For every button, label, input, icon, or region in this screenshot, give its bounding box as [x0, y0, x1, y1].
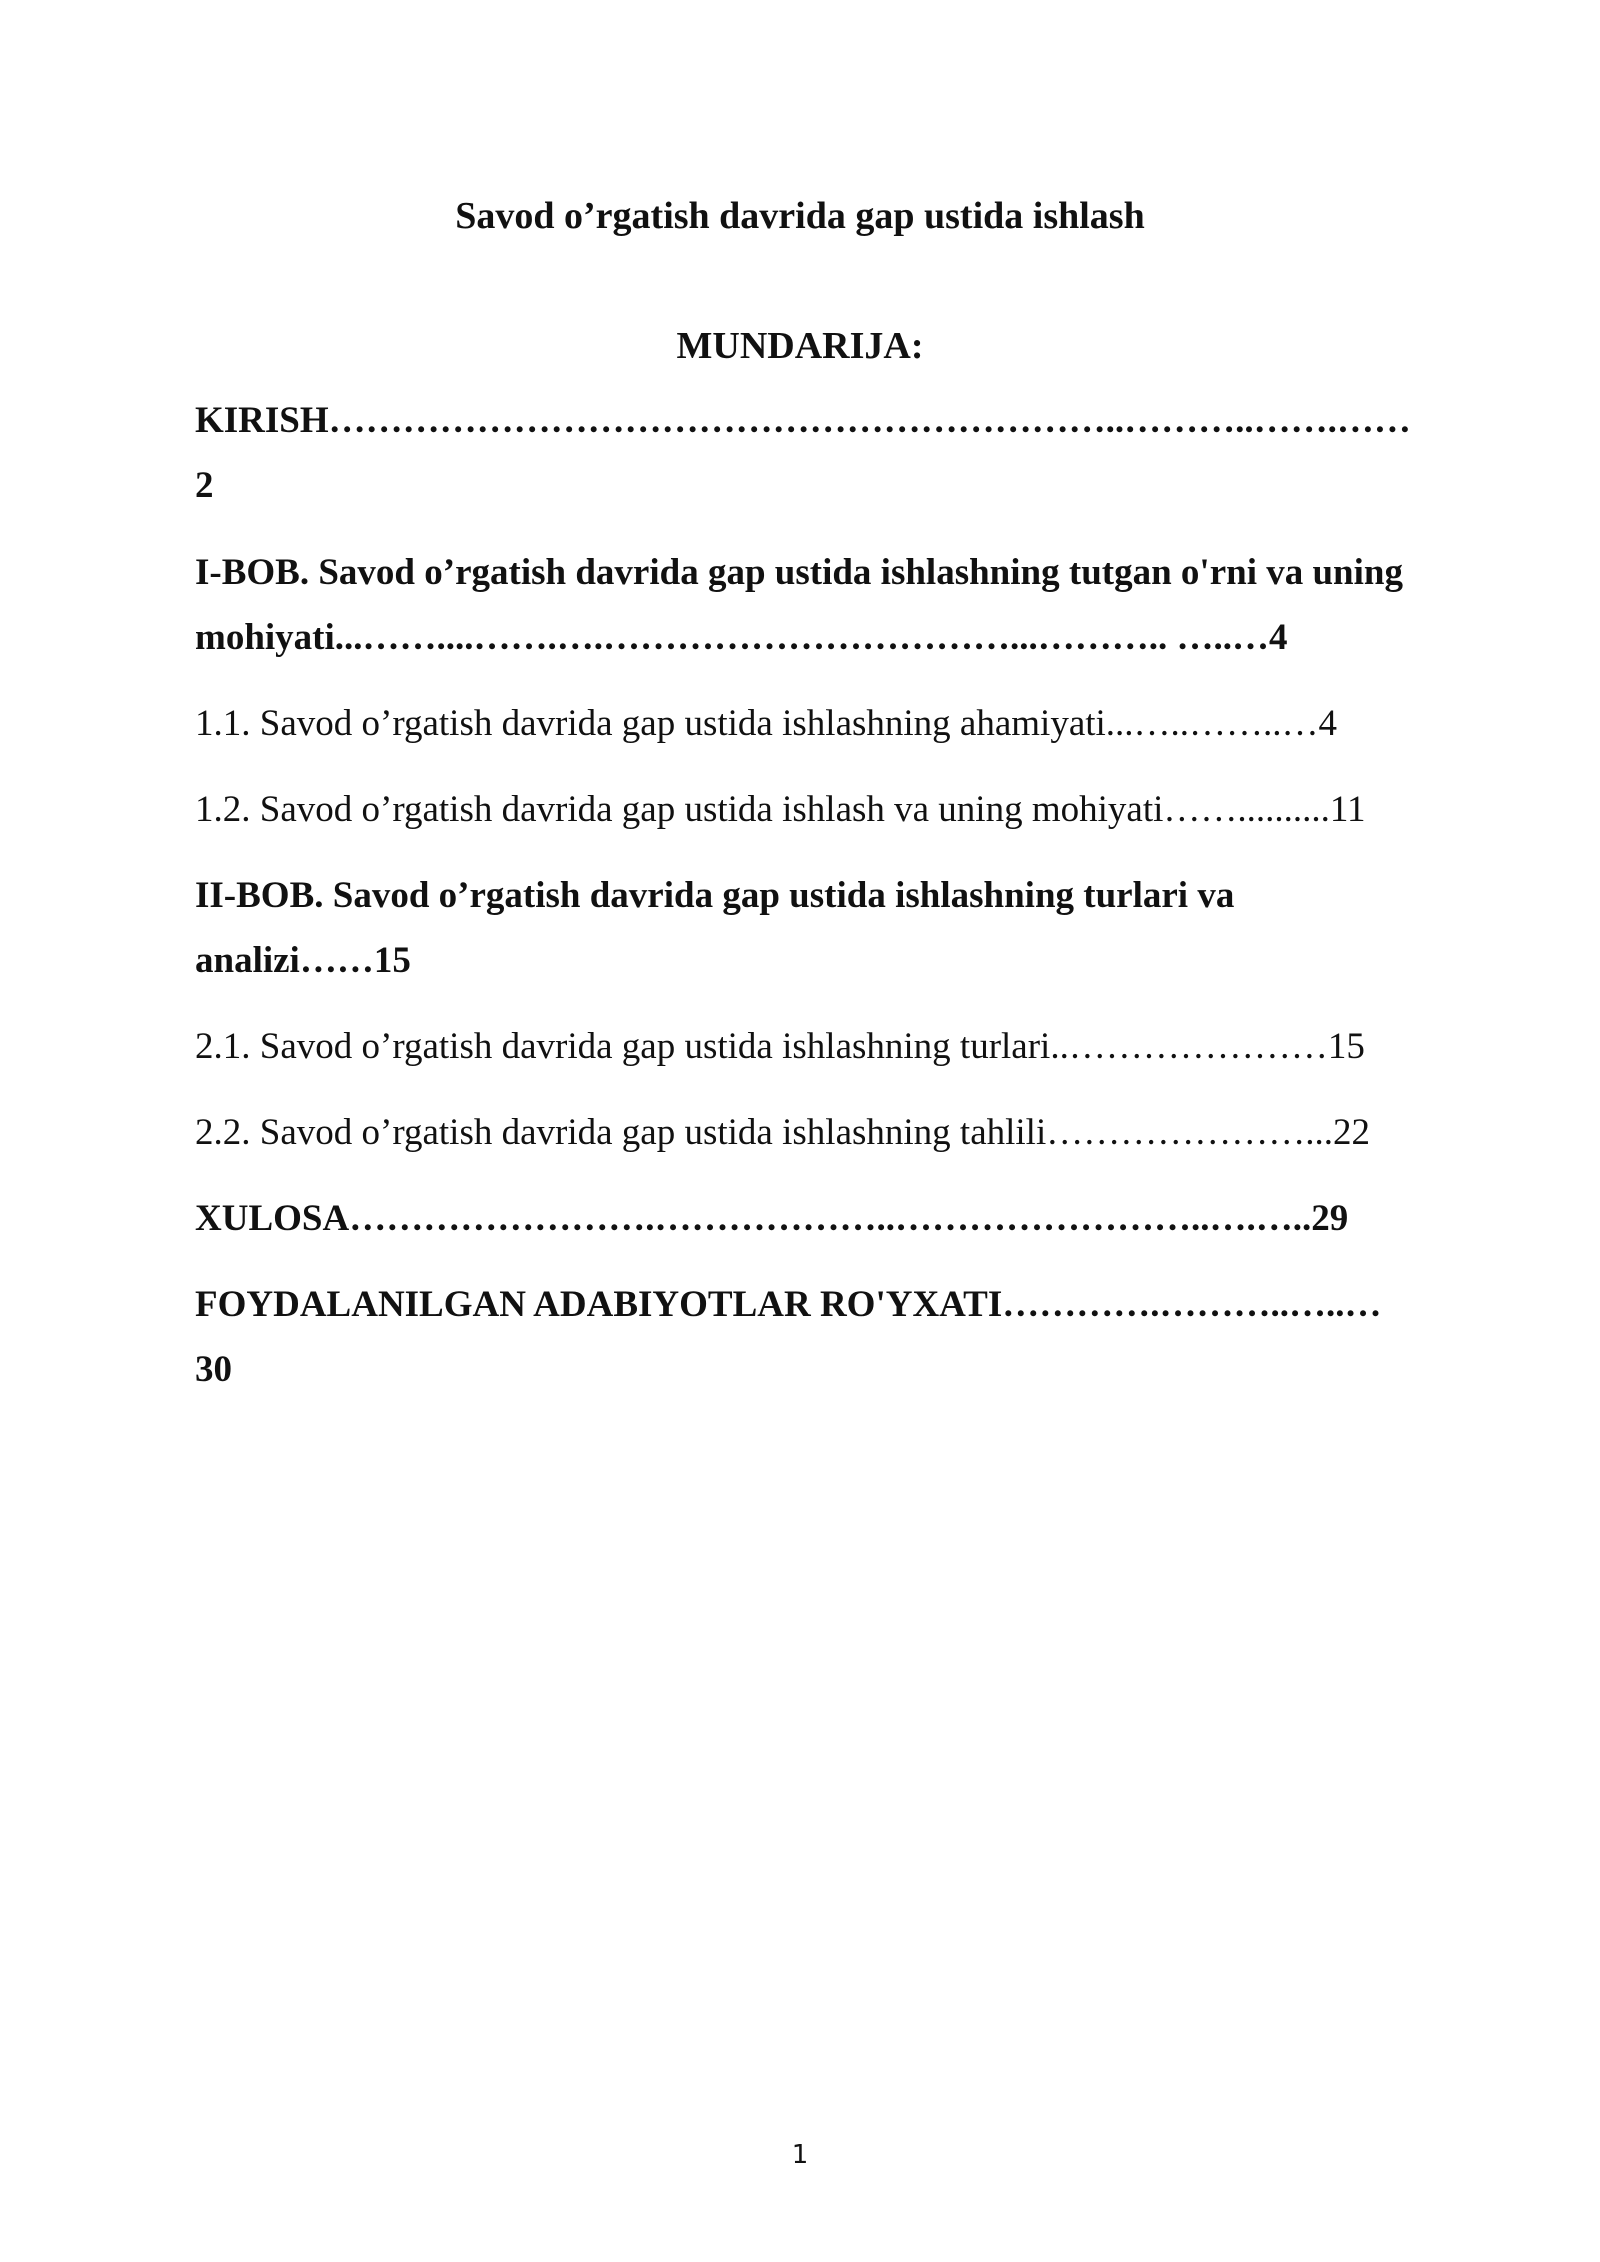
- table-of-contents: [195, 388, 1415, 1402]
- toc-entry-section-1-1: 1.1. Savod o’rgatish davrida gap ustida ishlashning ahamiyati...…..……..…4: [195, 703, 1338, 744]
- toc-entry-chapter-2: II-BOB. Savod o’rgatish davrida gap ustida ishlashning turlari va analizi……15: [195, 875, 1235, 981]
- document-title: Savod o’rgatish davrida gap ustida ishlash: [455, 195, 1145, 237]
- page-number: 1: [791, 2140, 809, 2170]
- toc-entry-conclusion: XULOSA…………………….………………..……………………..….…..29: [195, 1198, 1349, 1239]
- toc-entry-introduction: KIRISH………………………………………………………..………..…….…… 2: [195, 400, 1411, 506]
- toc-entry-chapter-1: I-BOB. Savod o’rgatish davrida gap ustida ishlashning tutgan o'rni va uning mohiyati...……....…….….……………………………...……….. …..…4: [195, 552, 1403, 658]
- toc-entry-section-2-1: 2.1. Savod o’rgatish davrida gap ustida ishlashning turlari..…………………15: [195, 1026, 1365, 1067]
- toc-heading: MUNDARIJA:: [676, 325, 924, 367]
- toc-entry-section-1-2: 1.2. Savod o’rgatish davrida gap ustida ishlash va uning mohiyati……..........11: [195, 789, 1366, 830]
- toc-entry-section-2-2: 2.2. Savod o’rgatish davrida gap ustida ishlashning tahlili…………………...22: [195, 1112, 1370, 1153]
- toc-entry-references: FOYDALANILGAN ADABIYOTLAR RO'YXATI………….………..…..…30: [195, 1284, 1382, 1390]
